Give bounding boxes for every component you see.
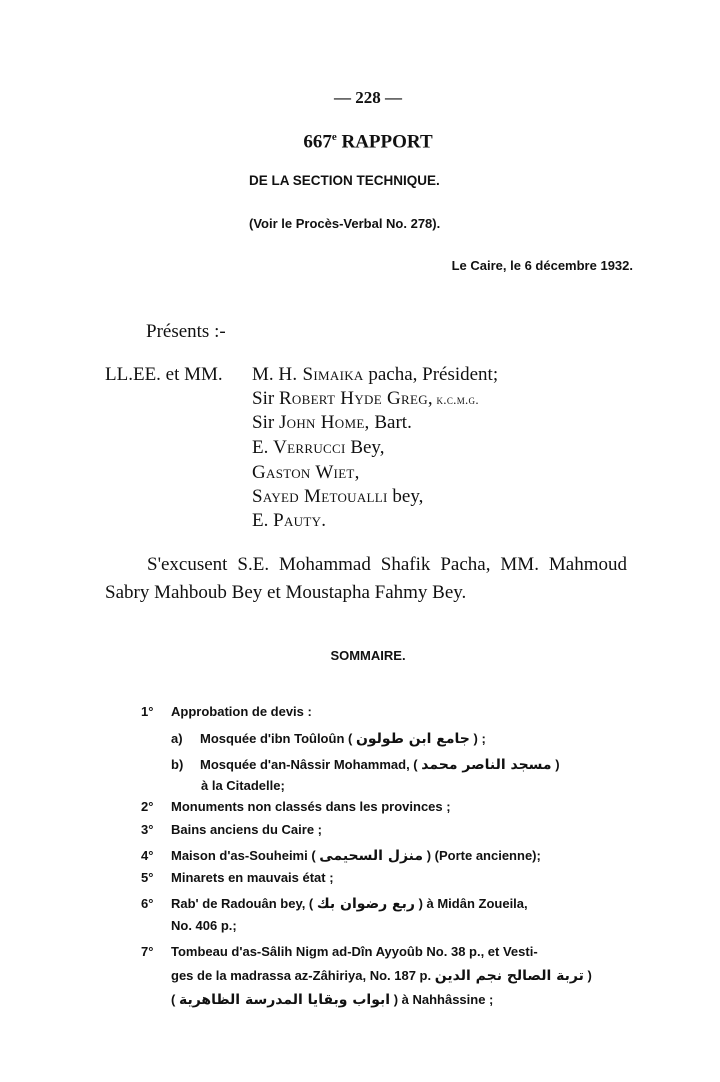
attendees-group-label: LL.EE. et MM. [105,364,223,385]
proces-verbal-reference: (Voir le Procès-Verbal No. 278). [249,216,441,231]
member-5 [252,462,360,484]
member-name: Gaston Wiet, [252,462,360,483]
member-3: Sir John Home, Bart. [252,412,412,433]
presents-label: Présents :- [146,321,226,342]
summary-item-1-text: Approbation de devis : [171,704,312,719]
summary-subitem-b: Mosquée d'an-Nâssir Mohammad, ( مسجد الناصر محمد ) [200,757,560,773]
summary-item-4-number: 4° [141,848,154,863]
summary-item-7-continuation-2: ( ابواب وبقايا المدرسة الظاهرية ) à Nahhâssine ; [171,992,494,1008]
summary-heading: SOMMAIRE. [330,648,406,663]
summary-item-4-text: Maison d'as-Souheimi ( منزل السحيمى ) (Porte ancienne); [171,848,541,864]
summary-item-5-text: Minarets en mauvais état ; [171,870,334,885]
member-7: E. Pauty. [252,510,327,531]
arabic-name: منزل السحيمى [319,848,424,864]
member-name: Robert Hyde Greg, [278,388,433,409]
summary-item-7-number: 7° [141,944,154,959]
arabic-name: مسجد الناصر محمد [421,757,552,773]
member-name: Verrucci [273,437,346,458]
summary-item-5-number: 5° [141,870,154,885]
member-2: Sir Robert Hyde Greg, k.c.m.g. [252,388,479,409]
summary-item-7-text: Tombeau d'as-Sâlih Nigm ad-Dîn Ayyoûb No. 38 p., et Vesti- [171,944,538,959]
member-1: M. H. Simaika pacha, Président; [252,364,499,385]
arabic-name: تربة الصالح نجم الدين [434,968,584,984]
summary-item-6-text: Rab' de Radouân bey, ( ربع رضوان بك ) à Midân Zoueila, [171,896,528,912]
member-6: Sayed Metoualli bey, [252,486,424,507]
report-word: RAPPORT [341,131,433,153]
summary-subitem-a-label: a) [171,731,183,746]
summary-subitem-b-label: b) [171,757,184,772]
summary-subitem-b-continuation: à la Citadelle; [201,778,285,793]
member-name: Sayed Metoualli [252,486,388,507]
member-name: H. Simaika [278,364,364,385]
page-number: — 228 — [334,88,402,107]
report-number-suffix: e [331,131,337,143]
section-title: DE LA SECTION TECHNIQUE. [249,173,440,188]
summary-item-6-number: 6° [141,896,154,911]
report-title [0,131,720,153]
summary-item-2-number: 2° [141,799,154,814]
excused-paragraph: S'excusent S.E. Mohammad Shafik Pacha, MM. Mahmoud Sabry Mahboub Bey et Moustapha Fahmy Bey. [105,554,627,603]
member-name: John Home, [278,412,370,433]
member-name: Pauty. [273,510,327,531]
report-number: 667 [303,131,332,153]
arabic-name: ابواب وبقايا المدرسة الظاهرية [178,992,391,1008]
summary-item-1-number: 1° [141,704,154,719]
date-line: Le Caire, le 6 décembre 1932. [451,258,633,273]
summary-item-6-continuation: No. 406 p.; [171,918,237,933]
member-4: E. Verrucci Bey, [252,437,385,458]
arabic-name: جامع ابن طولون [355,731,470,747]
arabic-name: ربع رضوان بك [316,896,415,912]
summary-item-2-text: Monuments non classés dans les provinces ; [171,799,451,814]
summary-item-3-text: Bains anciens du Caire ; [171,822,322,837]
summary-item-7-continuation-1: ges de la madrassa az-Zâhiriya, No. 187 p. تربة الصالح نجم الدين ) [171,968,592,984]
summary-subitem-a: Mosquée d'ibn Toûloûn ( جامع ابن طولون ) ; [200,731,486,747]
summary-item-3-number: 3° [141,822,154,837]
